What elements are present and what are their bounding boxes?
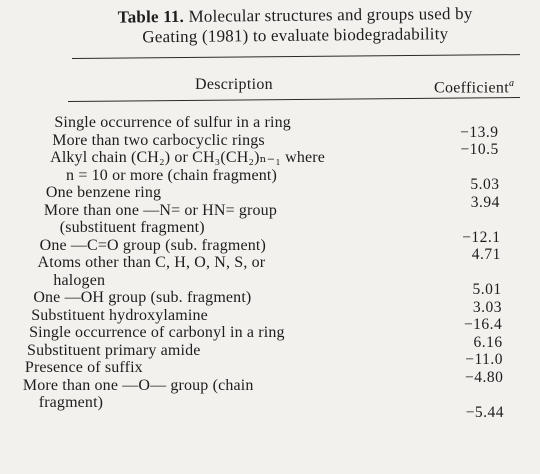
row-coefficient: −10.5 (460, 141, 499, 159)
coefficient-column-header (434, 78, 514, 97)
caption-line-2: Geating (1981) to evaluate biodegradability (142, 24, 449, 47)
row-coefficient: 4.71 (471, 246, 501, 264)
coefficient-footnote-mark: a (508, 78, 515, 89)
row-coefficient: −16.4 (463, 316, 503, 334)
row-description-line: More than two carbocyclic rings (52, 131, 265, 149)
table-label: Table 11. (117, 6, 185, 27)
row-description-line: Substituent hydroxylamine (31, 306, 208, 324)
row-description-line: More than one —N= or HN= group (43, 201, 277, 219)
row-coefficient: −5.44 (465, 403, 505, 421)
row-coefficient: 5.01 (472, 281, 502, 299)
row-coefficient: 3.94 (470, 193, 500, 211)
header-rule (68, 97, 520, 102)
row-description-line: More than one —O— group (chain (22, 376, 254, 394)
coefficient-header-label: Coefficient (434, 79, 509, 97)
row-description-line: One —C=O group (sub. fragment) (39, 236, 266, 254)
row-description-line: Substituent primary amide (27, 341, 201, 359)
row-coefficient: 3.03 (472, 298, 502, 316)
row-description-line: Presence of suffix (24, 359, 143, 376)
row-coefficient: −11.0 (465, 351, 504, 369)
row-coefficient: 6.16 (473, 333, 503, 351)
caption-line-1: Molecular structures and groups used by (188, 3, 473, 26)
row-description-line: fragment) (38, 394, 104, 411)
table-caption (80, 3, 510, 48)
row-description-line: Single occurrence of carbonyl in a ring (29, 324, 285, 341)
description-column-header: Description (195, 76, 273, 93)
row-description-line: One —OH group (sub. fragment) (33, 289, 252, 306)
row-coefficient: −12.1 (462, 228, 501, 246)
row-coefficient: −4.80 (464, 368, 504, 386)
row-coefficient: −13.9 (460, 123, 499, 141)
row-description-line: n = 10 or more (chain fragment) (66, 166, 277, 184)
row-description-line: halogen (53, 271, 106, 289)
row-description-line: Alkyl chain (CH₂) or CH₃(CH₂)ₙ₋₁ where (50, 149, 325, 166)
row-coefficient: 5.03 (470, 176, 500, 194)
row-description-line: (substituent fragment) (59, 219, 205, 236)
top-rule (72, 54, 520, 59)
row-description-line: Single occurrence of sulfur in a ring (54, 114, 291, 131)
row-description-line: One benzene ring (45, 184, 162, 201)
row-description-line: Atoms other than C, H, O, N, S, or (37, 254, 266, 271)
